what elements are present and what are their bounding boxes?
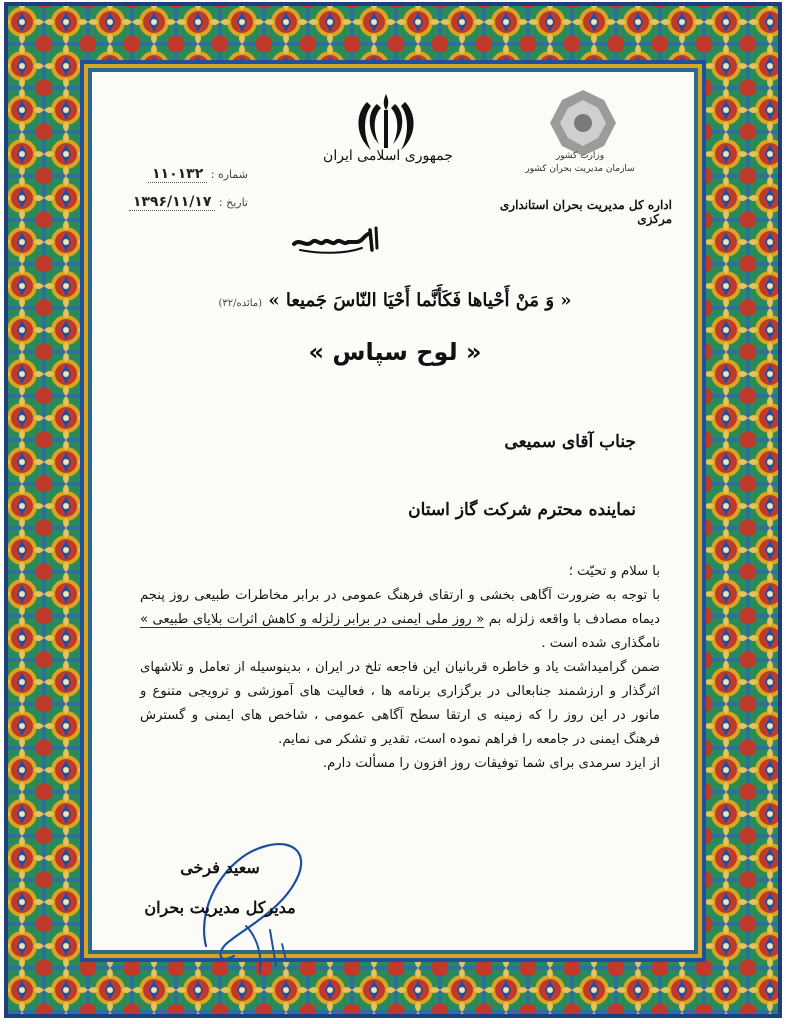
letter-body [140,560,660,776]
occasion-name: « روز ملی ایمنی در برابر زلزله و کاهش اثرات بلایای طبیعی » [140,612,485,627]
number-label: شماره : [210,168,248,181]
certificate-title: « لوح سپاس » [308,338,482,366]
ministry-block [510,150,650,176]
quran-verse [150,290,640,311]
organization-name: سازمان مدیریت بحران کشور [525,164,635,174]
recipient-title: نماینده محترم شرکت گاز استان [408,500,636,520]
iran-emblem-icon [353,90,419,154]
date-label: تاریخ : [218,196,248,209]
paragraph-2: ضمن گرامیداشت یاد و خاطره قربانیان این فاجعه تلخ در ایران ، بدینوسیله از تعامل و تلاشهای اثرگذار و ارزشمند جنابعالی در برگزاری برنامه ها ، فعالیت های آموزشی و ترویجی متنوع و مانور در این روز را که زمینه ی ارتقا سطح آگاهی عمومی ، شاخص های ایمنی و گسترش فرهنگ ایمنی در جامعه را فراهم نموده است، تقدیر و تشکر می نمایم. [140,660,660,747]
paragraph-1 [140,584,660,656]
number-value: ۱۱۰۱۳۲ [148,166,207,183]
paragraph-1-end: نامگذاری شده است . [541,636,660,651]
ministry-name: وزارت کشور [555,151,605,161]
date-value: ۱۳۹۶/۱۱/۱۷ [129,194,216,211]
letter-date [108,194,248,210]
paragraph-3: از ایزد سرمدی برای شما توفیقات روز افزون را مسألت دارم. [322,756,660,771]
signatory-position: مدیرکل مدیریت بحران [144,898,296,917]
crisis-management-logo-icon [540,88,626,158]
verse-text: « وَ مَنْ أَحْیاها فَکَأَنَّما أَحْیَا النّاسَ جَمیعا » [268,290,572,311]
letter-number [108,166,248,182]
greeting: با سلام و تحیّت ؛ [568,564,660,579]
verse-reference: (مائده/۳۲) [218,298,263,309]
department-name: اداره کل مدیریت بحران استانداری مرکزی [499,198,672,226]
emblem-caption: جمهوری اسلامی ایران [323,148,453,164]
paragraph-1-text: با توجه به ضرورت آگاهی بخشی و ارتقای فرهنگ عمومی در برابر مخاطرات طبیعی روز پنجم دیماه مصادف با واقعه زلزله بم [140,588,660,627]
signatory-name: سعید فرخی [180,858,260,877]
recipient-name: جناب آقای سمیعی [504,432,636,452]
basmala-calligraphy [290,220,380,260]
